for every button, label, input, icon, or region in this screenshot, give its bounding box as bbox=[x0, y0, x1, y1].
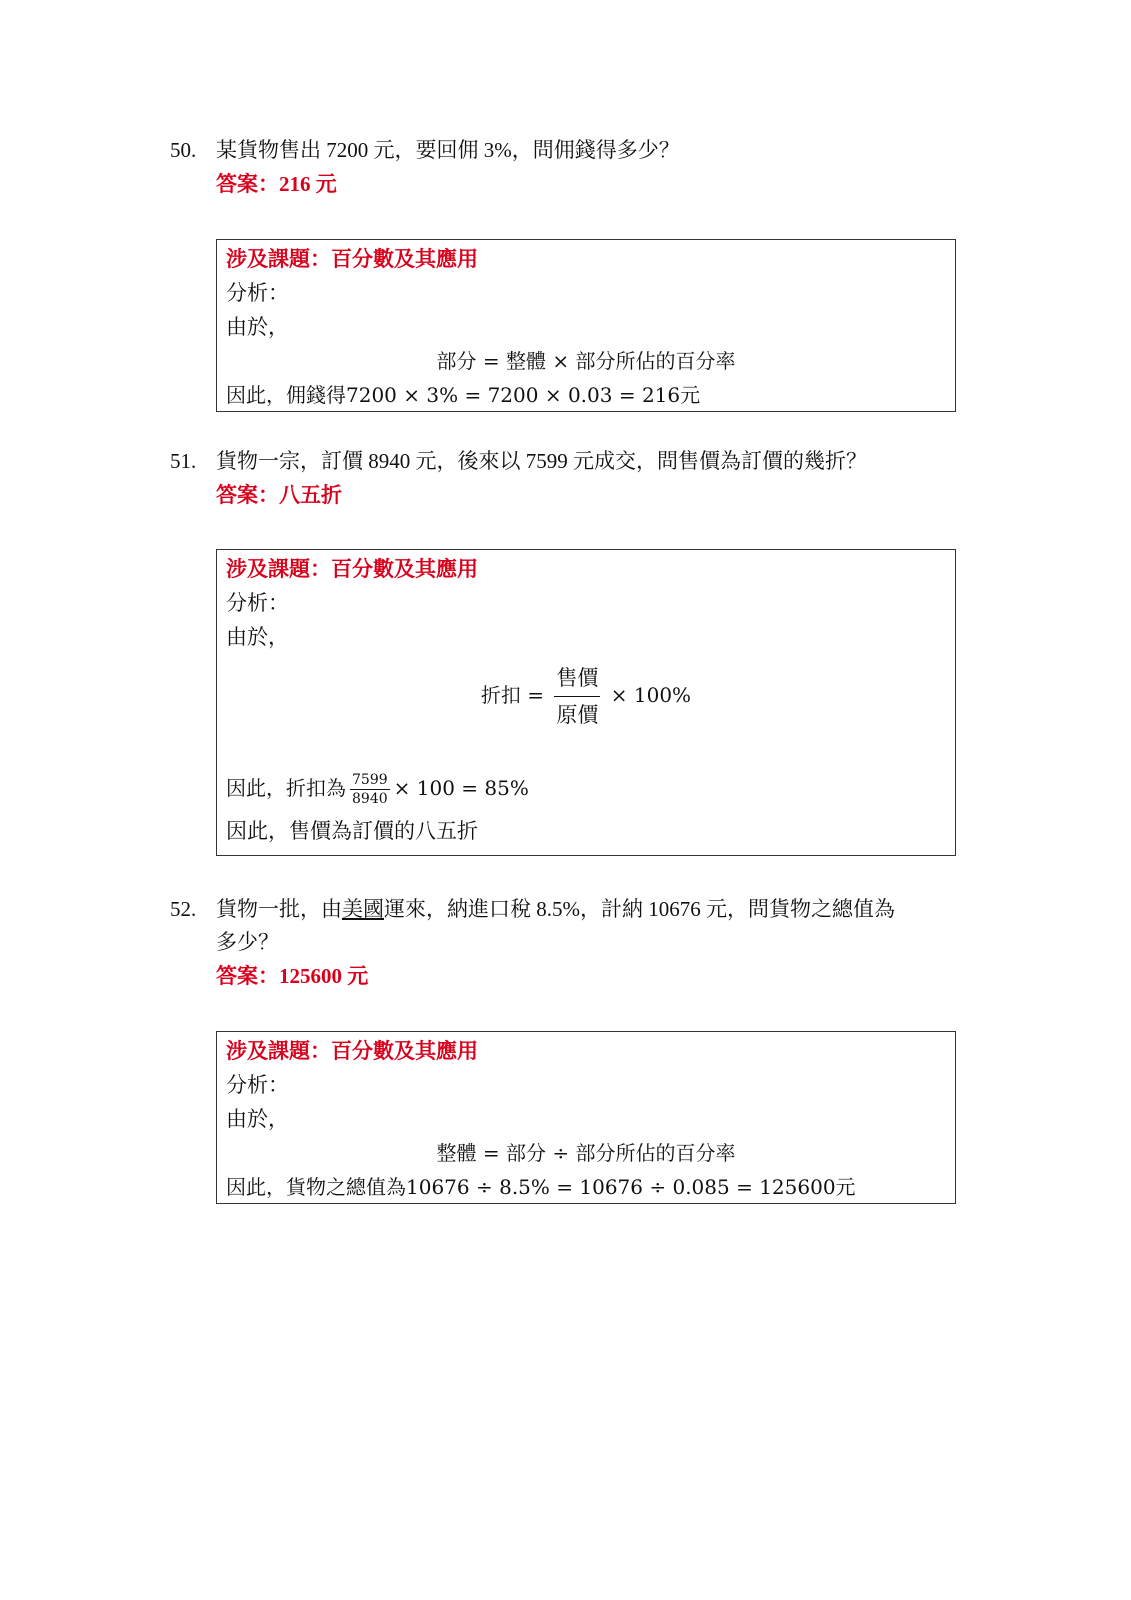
result-fraction bbox=[350, 771, 390, 808]
answer: 答案：216 元 bbox=[216, 172, 337, 196]
topic-label: 涉及課題：百分數及其應用 bbox=[226, 247, 478, 271]
since-label: 由於， bbox=[226, 625, 289, 649]
question-number: 52. bbox=[170, 897, 197, 921]
formula-lhs: 折扣 = bbox=[480, 683, 545, 707]
question-text-part1: 貨物一批，由 bbox=[216, 897, 342, 921]
question-number: 50. bbox=[170, 138, 197, 162]
discount-formula bbox=[226, 660, 946, 744]
question-text: 某貨物售出 7200 元，要回佣 3%，問佣錢得多少？ bbox=[216, 138, 680, 162]
result-suffix: × 100 = 85% bbox=[393, 776, 529, 800]
fraction-denominator: 8940 bbox=[352, 791, 388, 807]
question-text: 貨物一宗，訂價 8940 元，後來以 7599 元成交，問售價為訂價的幾折？ bbox=[216, 449, 867, 473]
solution-box-51 bbox=[216, 549, 956, 856]
analysis-label: 分析： bbox=[226, 1073, 289, 1097]
question-number: 51. bbox=[170, 449, 197, 473]
fraction-numerator: 售價 bbox=[554, 660, 600, 697]
underlined-place-name: 美國 bbox=[342, 897, 384, 921]
conclusion: 因此，售價為訂價的八五折 bbox=[226, 819, 478, 843]
analysis-label: 分析： bbox=[226, 591, 289, 615]
answer: 答案：125600 元 bbox=[216, 964, 369, 988]
solution-box-50 bbox=[216, 239, 956, 412]
question-text-part2: 運來，納進口稅 8.5%，計納 10676 元，問貨物之總值為 bbox=[384, 897, 895, 921]
answer: 答案：八五折 bbox=[216, 483, 342, 507]
result bbox=[226, 766, 946, 810]
result: 因此，佣錢得7200 × 3% = 7200 × 0.03 = 216元 bbox=[226, 383, 701, 407]
solution-box-52 bbox=[216, 1031, 956, 1204]
question-52 bbox=[170, 893, 970, 994]
formula-rhs: × 100% bbox=[610, 683, 692, 707]
since-label: 由於， bbox=[226, 1107, 289, 1131]
analysis-label: 分析： bbox=[226, 281, 289, 305]
formula: 部分 = 整體 × 部分所佔的百分率 bbox=[436, 349, 736, 373]
result: 因此，貨物之總值為10676 ÷ 8.5% = 10676 ÷ 0.085 = 125600元 bbox=[226, 1175, 856, 1199]
result-prefix: 因此，折扣為 bbox=[226, 776, 346, 800]
topic-label: 涉及課題：百分數及其應用 bbox=[226, 557, 478, 581]
fraction-denominator: 原價 bbox=[556, 703, 599, 727]
question-51 bbox=[170, 445, 970, 513]
question-text bbox=[216, 893, 970, 926]
since-label: 由於， bbox=[226, 315, 289, 339]
question-50 bbox=[170, 134, 970, 202]
formula: 整體 = 部分 ÷ 部分所佔的百分率 bbox=[436, 1141, 736, 1165]
fraction-numerator: 7599 bbox=[352, 772, 388, 788]
topic-label: 涉及課題：百分數及其應用 bbox=[226, 1039, 478, 1063]
question-text-line2: 多少？ bbox=[216, 930, 279, 954]
fraction bbox=[554, 660, 600, 733]
